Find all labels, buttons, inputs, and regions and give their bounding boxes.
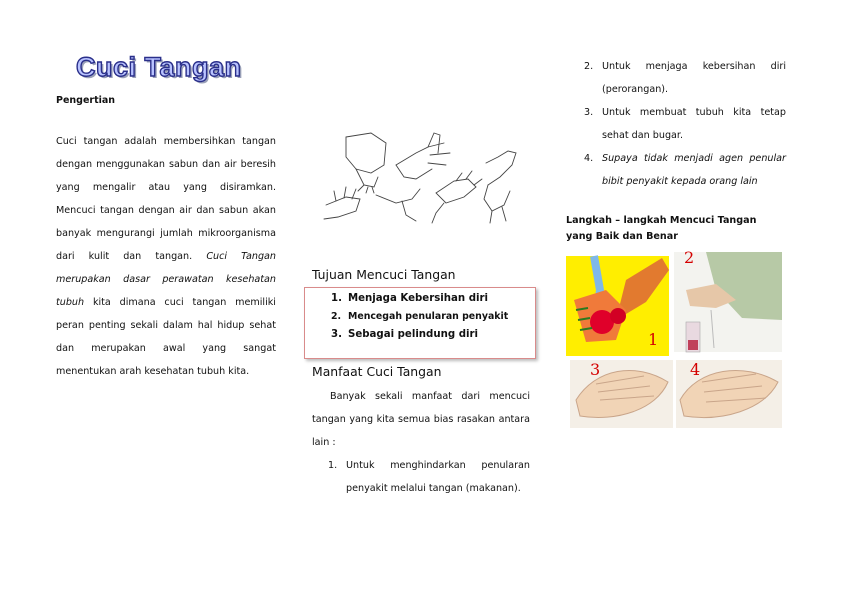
steps-pictures <box>566 250 782 430</box>
langkah-heading: Langkah – langkah Mencuci Tangan yang Baik dan Benar <box>566 215 757 242</box>
para-line: dengan menggunakan sabun dan air beresih <box>56 159 276 170</box>
item-number: 1. <box>328 460 338 471</box>
para-italic: tubuh <box>56 297 85 308</box>
para-text: kita dimana cuci tangan memiliki <box>92 297 276 308</box>
tujuan-item <box>331 329 478 340</box>
para-line: dan merupakan awal yang sangat <box>56 343 276 354</box>
hands-sketch-illustration <box>316 125 526 235</box>
para-line: Mencuci tangan dengan air dan sabun akan <box>56 205 276 216</box>
tujuan-heading: Tujuan Mencuci Tangan <box>312 267 456 282</box>
para-line: menentukan arah kesehatan tubuh kita. <box>56 366 250 377</box>
handwashing-steps-illustration <box>566 250 782 430</box>
step-number: 2 <box>684 248 695 267</box>
item-text: Sebagai pelindung diri <box>348 329 478 340</box>
item-text: Untuk menghindarkan penularan penyakit melalui tangan (makanan). <box>346 460 530 494</box>
para-line: yang mengalir atau yang disiramkan. <box>56 182 276 193</box>
manfaat-item <box>312 454 530 500</box>
tujuan-item <box>331 311 508 322</box>
manfaat-heading: Manfaat Cuci Tangan <box>312 364 442 379</box>
para-line <box>56 268 276 291</box>
item-text: Mencegah penularan penyakit <box>348 311 509 322</box>
item-number: 4. <box>584 153 594 164</box>
para-line: banyak mengurangi jumlah mikroorganisma <box>56 228 276 239</box>
item-text: Supaya tidak menjadi agen penular bibit penyakit kepada orang lain <box>602 153 786 187</box>
manfaat-list-continued <box>566 55 786 193</box>
manfaat-item <box>566 101 786 147</box>
tujuan-box <box>304 287 536 359</box>
para-italic: merupakan dasar perawatan kesehatan <box>56 274 276 285</box>
manfaat-text <box>312 385 530 500</box>
page-title: Cuci Tangan <box>76 52 242 82</box>
item-number: 3. <box>584 107 594 118</box>
step-number: 4 <box>690 360 701 379</box>
para-text: dari kulit dan tangan. <box>56 251 193 262</box>
item-text: Menjaga Kebersihan diri <box>348 293 489 304</box>
pengertian-heading: Pengertian <box>56 95 116 106</box>
item-text: Untuk membuat tubuh kita tetap sehat dan bugar. <box>602 107 786 141</box>
para-line: Cuci tangan adalah membersihkan tangan <box>56 136 276 147</box>
para-line <box>56 245 276 268</box>
manfaat-item <box>566 147 786 193</box>
item-text: Untuk menjaga kebersihan diri (perorangan). <box>602 61 786 95</box>
para-line <box>56 291 276 314</box>
para-italic: Cuci Tangan <box>206 251 276 262</box>
manfaat-intro: Banyak sekali manfaat dari mencuci tangan yang kita semua bias rasakan antara lain : <box>312 391 530 448</box>
item-number: 1. <box>331 293 342 304</box>
item-number: 3. <box>331 329 342 340</box>
para-line: peran penting sekali dalam hal hidup sehat <box>56 320 276 331</box>
step-number: 3 <box>590 360 601 379</box>
manfaat-item <box>566 55 786 101</box>
item-number: 2. <box>331 311 342 322</box>
step-number: 1 <box>648 330 659 349</box>
pengertian-paragraph <box>56 130 276 383</box>
item-number: 2. <box>584 61 594 72</box>
tujuan-item <box>331 293 488 304</box>
